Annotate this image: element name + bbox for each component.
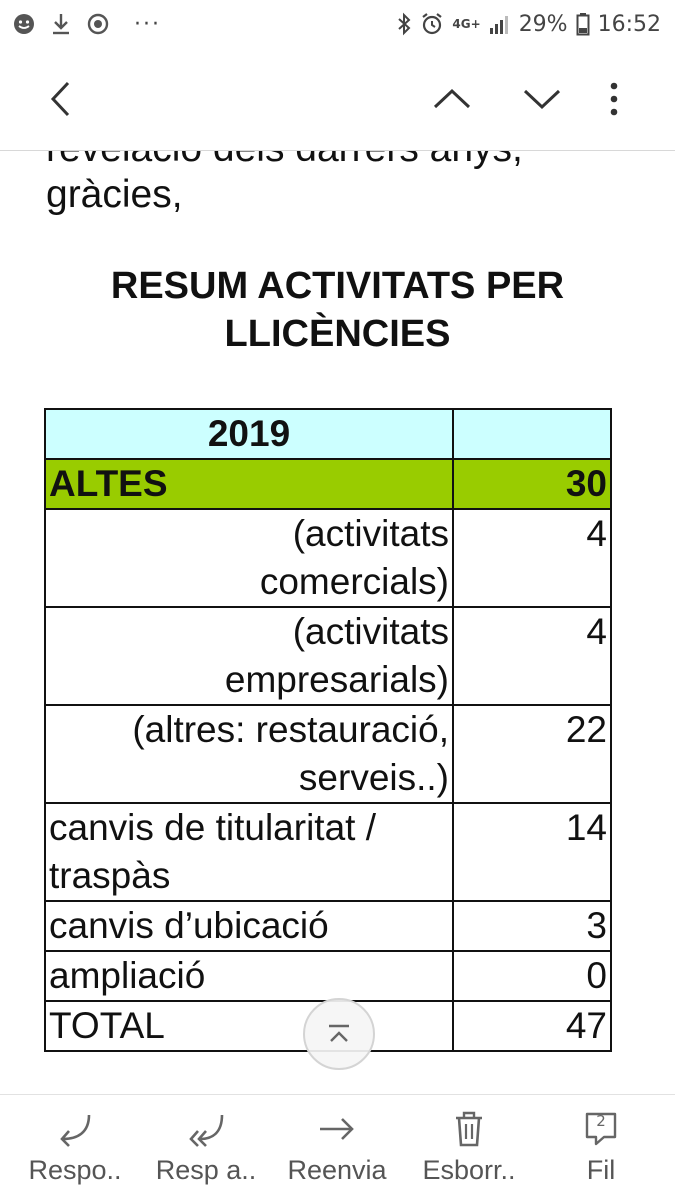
summary-title xyxy=(30,262,645,358)
more-notifications-icon: ··· xyxy=(134,11,161,37)
chevron-down-icon xyxy=(522,86,562,112)
row-label: (altres: restauració, serveis..) xyxy=(45,705,453,803)
year-header-cell: 2019 xyxy=(45,409,453,459)
row-value: 4 xyxy=(453,509,611,607)
table-row xyxy=(45,705,611,803)
reply-button[interactable] xyxy=(14,1095,136,1201)
reply-icon xyxy=(55,1111,95,1147)
altes-value: 30 xyxy=(453,459,611,509)
more-options-button[interactable] xyxy=(588,73,640,125)
body-text-thanks: gràcies, xyxy=(46,173,183,216)
delete-label: Esborr.. xyxy=(422,1155,516,1185)
row-value: 47 xyxy=(453,1001,611,1051)
battery-percent: 29% xyxy=(518,11,568,37)
licenses-summary-table xyxy=(44,408,612,1052)
sync-icon xyxy=(86,12,110,36)
table-row xyxy=(45,803,611,901)
email-body xyxy=(0,150,675,1093)
alarm-icon xyxy=(420,12,444,36)
table-row xyxy=(45,509,611,607)
value-header-cell xyxy=(453,409,611,459)
forward-label: Reenvia xyxy=(287,1155,387,1185)
row-label: (activitats comercials) xyxy=(45,509,453,607)
summary-title-line2: LLICÈNCIES xyxy=(224,313,451,355)
thread-button[interactable] xyxy=(540,1095,662,1201)
reply-all-label: Resp a.. xyxy=(155,1155,257,1185)
forward-arrow-icon xyxy=(317,1114,357,1144)
row-value: 4 xyxy=(453,607,611,705)
next-email-button[interactable] xyxy=(516,73,568,125)
table-header-row xyxy=(45,409,611,459)
status-bar xyxy=(0,0,675,48)
clock: 16:52 xyxy=(597,11,661,37)
previous-email-button[interactable] xyxy=(426,73,478,125)
email-toolbar xyxy=(0,48,675,151)
scroll-top-icon xyxy=(326,1023,352,1045)
download-icon xyxy=(50,12,72,36)
altes-row xyxy=(45,459,611,509)
row-value: 0 xyxy=(453,951,611,1001)
signal-icon xyxy=(489,13,511,35)
emoji-notification-icon xyxy=(12,12,36,36)
trash-icon xyxy=(453,1110,485,1148)
network-type-label: 4G+ xyxy=(452,17,481,31)
row-label: (activitats empresarials) xyxy=(45,607,453,705)
bluetooth-icon xyxy=(396,12,412,36)
battery-icon xyxy=(576,12,590,36)
row-label: TOTAL xyxy=(45,1001,453,1051)
thread-label: Fil xyxy=(586,1155,616,1185)
forward-button[interactable] xyxy=(276,1095,398,1201)
thread-count: 2 xyxy=(596,1112,606,1130)
row-label: ampliació xyxy=(45,951,453,1001)
chevron-up-icon xyxy=(432,86,472,112)
altes-label: ALTES xyxy=(45,459,453,509)
table-row xyxy=(45,901,611,951)
reply-all-icon xyxy=(186,1111,226,1147)
reply-all-button[interactable] xyxy=(146,1095,266,1201)
back-button[interactable] xyxy=(34,73,86,125)
row-label: canvis de titularitat / traspàs xyxy=(45,803,453,901)
bottom-action-bar xyxy=(0,1094,675,1201)
row-value: 22 xyxy=(453,705,611,803)
table-row xyxy=(45,607,611,705)
more-vert-icon xyxy=(609,82,619,116)
row-label: canvis d’ubicació xyxy=(45,901,453,951)
row-value: 3 xyxy=(453,901,611,951)
row-value: 14 xyxy=(453,803,611,901)
table-row xyxy=(45,951,611,1001)
scroll-to-top-button[interactable] xyxy=(303,998,375,1070)
delete-button[interactable] xyxy=(408,1095,530,1201)
summary-title-line1: RESUM ACTIVITATS PER xyxy=(110,265,565,307)
chevron-left-icon xyxy=(47,79,73,119)
reply-label: Respo.. xyxy=(28,1155,122,1185)
